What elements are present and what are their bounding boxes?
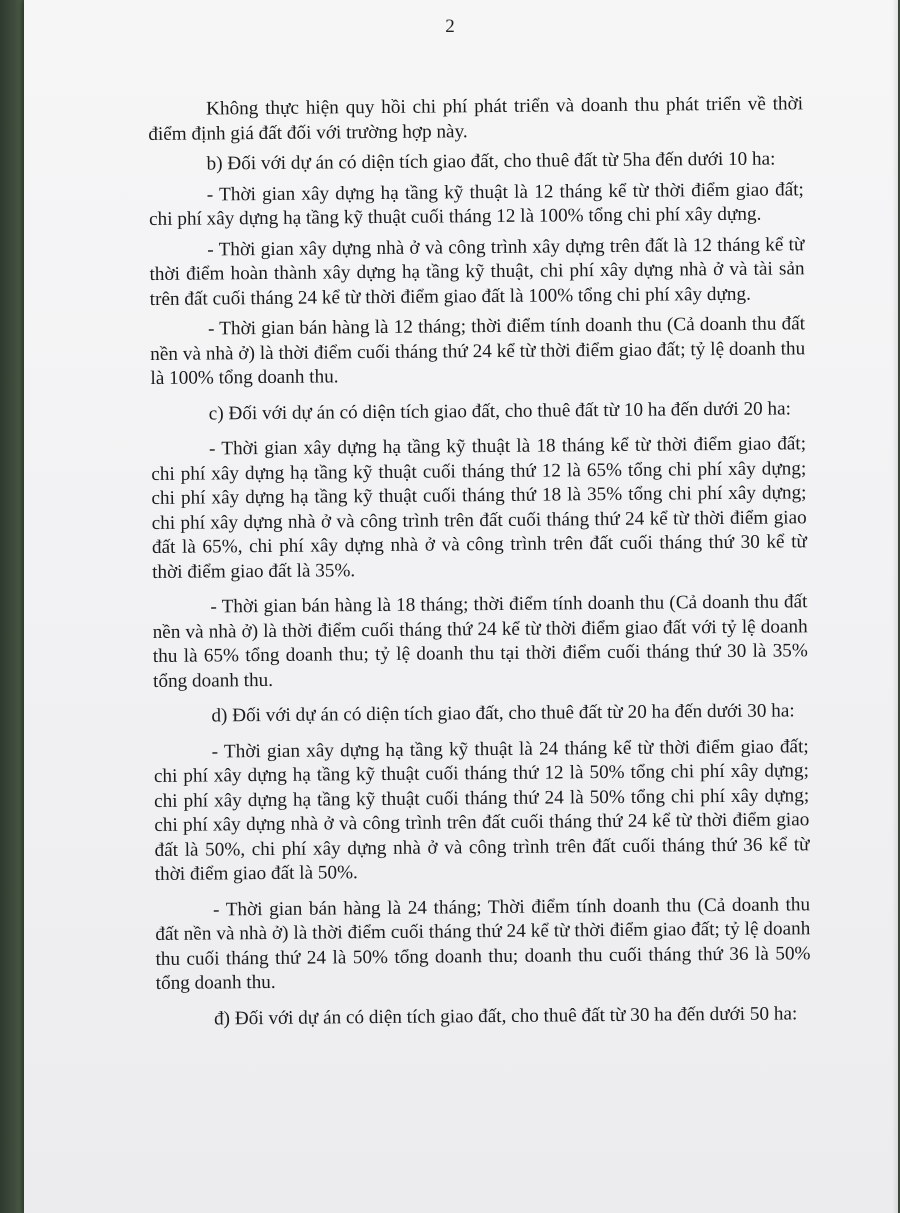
- paragraph-b-housing-construction: - Thời gian xây dựng nhà ở và công trình xây dựng trên đất là 12 tháng kể từ thời điểm hoàn thành xây dựng hạ tầng kỹ thuật, chi phí xây dựng nhà ở và tài sản trên đất cuối tháng 24 kể từ thời điểm giao đất là 100% tổng chi phí xây dựng.: [149, 233, 805, 310]
- paragraph-d-infrastructure-time: - Thời gian xây dựng hạ tầng kỹ thuật là 24 tháng kể từ thời điểm giao đất; chi phí xây dựng hạ tầng kỹ thuật cuối tháng thứ 12 là 50% tổng chi phí xây dựng; chi phí xây dựng hạ tầng kỹ thuật cuối tháng thứ 24 là 50% tổng chi phí xây dựng; chi phí xây dựng nhà ở và công trình trên đất cuối tháng thứ 24 kể từ thời điểm giao đất là 50%, chi phí xây dựng nhà ở và công trình trên đất cuối tháng thứ 36 kể từ thời điểm giao đất là 50%.: [153, 735, 810, 885]
- paragraph-no-discounting: Không thực hiện quy hồi chi phí phát triển và doanh thu phát triển về thời điểm định giá đất đối với trường hợp này.: [148, 93, 804, 145]
- paragraph-b-infrastructure-time: - Thời gian xây dựng hạ tầng kỹ thuật là 12 tháng kể từ thời điểm giao đất; chi phí xây dựng hạ tầng kỹ thuật cuối tháng 12 là 100% tổng chi phí xây dựng.: [148, 178, 804, 230]
- heading-dd-30-to-50ha: đ) Đối với dự án có diện tích giao đất, cho thuê đất từ 30 ha đến dưới 50 ha:: [213, 1002, 798, 1029]
- document-body: [148, 92, 811, 1032]
- paragraph-d-sales-time: - Thời gian bán hàng là 24 tháng; Thời điểm tính doanh thu (Cả doanh thu đất nền và nhà ở) là thời điểm cuối tháng thứ 24 kể từ thời điểm giao đất; tỷ lệ doanh thu cuối tháng thứ 24 là 50% tổng doanh thu; doanh thu cuối tháng thứ 36 là 50% tổng doanh thu.: [155, 893, 811, 994]
- page-number: 2: [445, 16, 455, 37]
- paragraph-c-sales-time: - Thời gian bán hàng là 18 tháng; thời điểm tính doanh thu (Cả doanh thu đất nền và nhà ở) là thời điểm cuối tháng thứ 24 kể từ thời điểm giao đất với tỷ lệ doanh thu là 65% tổng doanh thu; tỷ lệ doanh thu tại thời điểm cuối tháng thứ 30 là 35% tổng doanh thu.: [152, 591, 808, 692]
- heading-b-5-to-10ha: b) Đối với dự án có diện tích giao đất, cho thuê đất từ 5ha đến dưới 10 ha:: [206, 148, 776, 175]
- paragraph-b-sales-time: - Thời gian bán hàng là 12 tháng; thời điểm tính doanh thu (Cả doanh thu đất nền và nhà ở) là thời điểm cuối tháng thứ 24 kể từ thời điểm giao đất; tỷ lệ doanh thu là 100% tổng doanh thu.: [150, 313, 806, 389]
- paragraph-c-infrastructure-time: - Thời gian xây dựng hạ tầng kỹ thuật là 18 tháng kể từ thời điểm giao đất; chi phí xây dựng hạ tầng kỹ thuật cuối tháng thứ 12 là 65% tổng chi phí xây dựng; chi phí xây dựng hạ tầng kỹ thuật cuối tháng thứ 18 là 35% tổng chi phí xây dựng; chi phí xây dựng nhà ở và công trình trên đất cuối tháng thứ 24 kể từ thời điểm giao đất là 65%, chi phí xây dựng nhà ở và công trình trên đất cuối tháng thứ 30 kể từ thời điểm giao đất là 35%.: [151, 433, 807, 583]
- heading-c-10-to-20ha: c) Đối với dự án có diện tích giao đất, cho thuê đất từ 10 ha đến dưới 20 ha:: [208, 397, 792, 424]
- heading-d-20-to-30ha: d) Đối với dự án có diện tích giao đất, cho thuê đất từ 20 ha đến dưới 30 ha:: [211, 700, 795, 727]
